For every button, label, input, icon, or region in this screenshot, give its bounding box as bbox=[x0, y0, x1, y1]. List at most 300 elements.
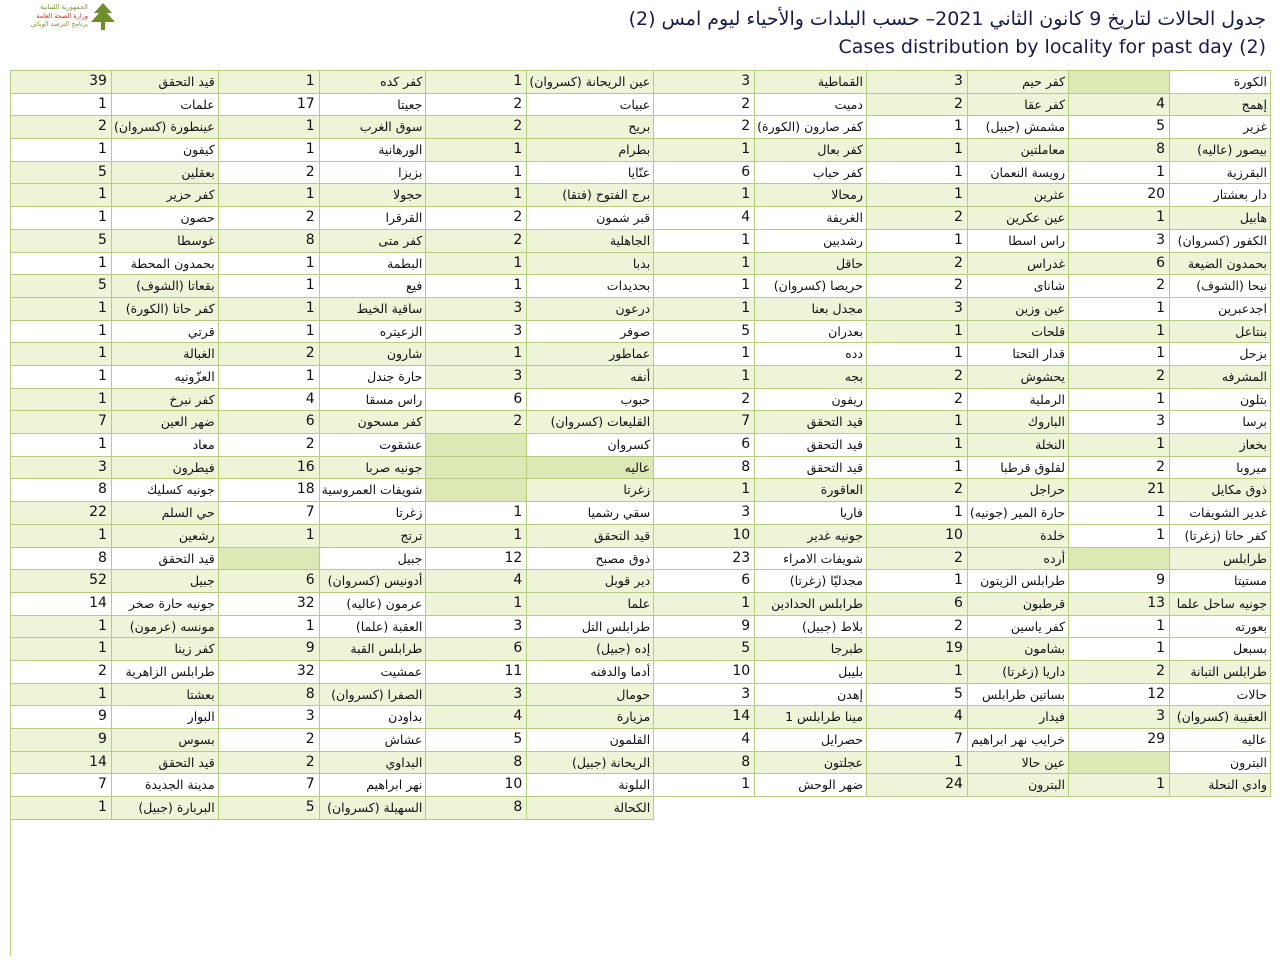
locality-name: العاقورة bbox=[755, 479, 867, 502]
case-count: 1 bbox=[654, 275, 755, 298]
case-count: 32 bbox=[219, 593, 320, 616]
locality-name: كفر مسحون bbox=[320, 411, 427, 434]
case-count bbox=[426, 434, 527, 457]
locality-name: عرمون (عاليه) bbox=[320, 593, 427, 616]
case-count: 14 bbox=[654, 706, 755, 729]
locality-name: معاد bbox=[112, 434, 219, 457]
case-count: 1 bbox=[654, 230, 755, 253]
locality-name: عمشيت bbox=[320, 661, 427, 684]
locality-name: حالات bbox=[1170, 684, 1271, 707]
case-count: 2 bbox=[426, 94, 527, 117]
locality-name: بسبعل bbox=[1170, 638, 1271, 661]
locality-name: كفر حاتا (زغرتا) bbox=[1170, 525, 1271, 548]
locality-name: بطرام bbox=[527, 139, 654, 162]
locality-name: كفر حاتا (الكورة) bbox=[112, 298, 219, 321]
case-count: 1 bbox=[867, 457, 968, 480]
case-count: 1 bbox=[11, 797, 112, 820]
case-count: 14 bbox=[11, 593, 112, 616]
locality-name: كسروان bbox=[527, 434, 654, 457]
locality-name: بيصور (عاليه) bbox=[1170, 139, 1271, 162]
locality-name: عشاش bbox=[320, 729, 427, 752]
locality-name: البربارة (جبيل) bbox=[112, 797, 219, 820]
case-count: 3 bbox=[867, 298, 968, 321]
case-count: 1 bbox=[867, 502, 968, 525]
locality-name: كفر حزير bbox=[112, 184, 219, 207]
case-count: 3 bbox=[426, 321, 527, 344]
case-count: 1 bbox=[1069, 434, 1170, 457]
case-count: 12 bbox=[426, 548, 527, 571]
locality-name: دار بعشتار bbox=[1170, 184, 1271, 207]
locality-name: زغرتا bbox=[527, 479, 654, 502]
case-count: 2 bbox=[867, 207, 968, 230]
locality-name: بساتين طرابلس bbox=[968, 684, 1069, 707]
case-count: 1 bbox=[426, 253, 527, 276]
case-count: 3 bbox=[219, 706, 320, 729]
case-count: 1 bbox=[867, 116, 968, 139]
case-count: 4 bbox=[219, 389, 320, 412]
case-count: 1 bbox=[1069, 525, 1170, 548]
case-count: 11 bbox=[426, 661, 527, 684]
case-count: 2 bbox=[1069, 661, 1170, 684]
case-count: 1 bbox=[654, 774, 755, 797]
locality-name: غدير الشويفات bbox=[1170, 502, 1271, 525]
locality-name: راس مسقا bbox=[320, 389, 427, 412]
locality-name: فيدار bbox=[968, 706, 1069, 729]
locality-name: بشامون bbox=[968, 638, 1069, 661]
locality-name: حي السلم bbox=[112, 502, 219, 525]
locality-name: يحشوش bbox=[968, 366, 1069, 389]
case-count: 2 bbox=[1069, 275, 1170, 298]
case-count: 10 bbox=[654, 525, 755, 548]
locality-name: بريح bbox=[527, 116, 654, 139]
locality-name: القليعات (كسروان) bbox=[527, 411, 654, 434]
case-count: 19 bbox=[867, 638, 968, 661]
case-count: 1 bbox=[654, 139, 755, 162]
locality-name: قلحات bbox=[968, 321, 1069, 344]
locality-name: عثرين bbox=[968, 184, 1069, 207]
case-count: 16 bbox=[219, 457, 320, 480]
locality-name: عين وزين bbox=[968, 298, 1069, 321]
locality-name: البطمة bbox=[320, 253, 427, 276]
locality-name: معاملتين bbox=[968, 139, 1069, 162]
case-count: 18 bbox=[219, 479, 320, 502]
case-count: 39 bbox=[11, 71, 112, 94]
locality-name: الريحانة (جبيل) bbox=[527, 752, 654, 775]
locality-name: بداودن bbox=[320, 706, 427, 729]
case-count: 1 bbox=[867, 230, 968, 253]
locality-name: غزير bbox=[1170, 116, 1271, 139]
case-count bbox=[426, 457, 527, 480]
case-count: 9 bbox=[219, 638, 320, 661]
locality-name: الزعيتره bbox=[320, 321, 427, 344]
case-count bbox=[1069, 548, 1170, 571]
locality-name: حاقل bbox=[755, 253, 867, 276]
case-count: 7 bbox=[11, 411, 112, 434]
cases-table bbox=[10, 70, 1271, 956]
locality-name: قيد التحقق bbox=[112, 752, 219, 775]
case-count: 4 bbox=[654, 207, 755, 230]
locality-name: كفر متى bbox=[320, 230, 427, 253]
case-count: 9 bbox=[1069, 570, 1170, 593]
case-count: 3 bbox=[426, 298, 527, 321]
case-count: 1 bbox=[219, 71, 320, 94]
locality-name: مجدليّا (زغرتا) bbox=[755, 570, 867, 593]
case-count: 1 bbox=[426, 275, 527, 298]
case-count: 1 bbox=[1069, 774, 1170, 797]
case-count: 1 bbox=[11, 207, 112, 230]
locality-name: طرابلس الحدادين bbox=[755, 593, 867, 616]
locality-name: بعورته bbox=[1170, 616, 1271, 639]
locality-name: وادي النحلة bbox=[1170, 774, 1271, 797]
locality-name: بحمدون المحطة bbox=[112, 253, 219, 276]
case-count: 3 bbox=[426, 366, 527, 389]
case-count: 7 bbox=[867, 729, 968, 752]
case-count: 2 bbox=[867, 366, 968, 389]
locality-name: غوسطا bbox=[112, 230, 219, 253]
case-count: 4 bbox=[426, 706, 527, 729]
locality-name: قيد التحقق bbox=[112, 548, 219, 571]
case-count: 1 bbox=[219, 184, 320, 207]
locality-name: حريصا (كسروان) bbox=[755, 275, 867, 298]
locality-name: إهمج bbox=[1170, 94, 1271, 117]
case-count: 2 bbox=[426, 411, 527, 434]
case-count bbox=[219, 548, 320, 571]
case-count: 2 bbox=[867, 548, 968, 571]
locality-name: أدونيس (كسروان) bbox=[320, 570, 427, 593]
case-count: 1 bbox=[219, 139, 320, 162]
case-count: 23 bbox=[654, 548, 755, 571]
case-count: 12 bbox=[1069, 684, 1170, 707]
case-count: 14 bbox=[11, 752, 112, 775]
case-count: 2 bbox=[654, 116, 755, 139]
case-count: 10 bbox=[867, 525, 968, 548]
case-count: 1 bbox=[654, 298, 755, 321]
locality-name: بحديدات bbox=[527, 275, 654, 298]
locality-name: عاليه bbox=[1170, 729, 1271, 752]
locality-name: اجدعبرين bbox=[1170, 298, 1271, 321]
case-count: 3 bbox=[426, 616, 527, 639]
case-count: 1 bbox=[11, 184, 112, 207]
case-count: 2 bbox=[219, 162, 320, 185]
locality-name: صوفر bbox=[527, 321, 654, 344]
page-title-arabic: جدول الحالات لتاريخ 9 كانون الثاني 2021– حسب البلدات والأحياء ليوم امس (2) bbox=[628, 8, 1266, 30]
case-count: 5 bbox=[219, 797, 320, 820]
locality-name: جونيه كسليك bbox=[112, 479, 219, 502]
case-count: 1 bbox=[1069, 321, 1170, 344]
case-count: 6 bbox=[426, 638, 527, 661]
case-count: 5 bbox=[11, 275, 112, 298]
locality-name: بزحل bbox=[1170, 343, 1271, 366]
locality-name: حصون bbox=[112, 207, 219, 230]
locality-name: دده bbox=[755, 343, 867, 366]
case-count: 9 bbox=[654, 616, 755, 639]
case-count: 1 bbox=[654, 253, 755, 276]
case-count: 1 bbox=[867, 411, 968, 434]
locality-name: خرايب نهر ابراهيم bbox=[968, 729, 1069, 752]
locality-name: مستيتا bbox=[1170, 570, 1271, 593]
case-count: 1 bbox=[219, 116, 320, 139]
case-count: 8 bbox=[654, 457, 755, 480]
case-count: 6 bbox=[1069, 253, 1170, 276]
case-count: 2 bbox=[1069, 366, 1170, 389]
case-count: 2 bbox=[426, 230, 527, 253]
locality-name: قيد التحقق bbox=[527, 525, 654, 548]
locality-name: هابيل bbox=[1170, 207, 1271, 230]
locality-name: كفر ياسين bbox=[968, 616, 1069, 639]
locality-name: عين الريحانة (كسروان) bbox=[527, 71, 654, 94]
locality-name: راس اسطا bbox=[968, 230, 1069, 253]
locality-name: داريا (زغرتا) bbox=[968, 661, 1069, 684]
locality-name: بقعاتا (الشوف) bbox=[112, 275, 219, 298]
case-count: 3 bbox=[654, 502, 755, 525]
case-count: 8 bbox=[426, 797, 527, 820]
locality-name: رويسة النعمان bbox=[968, 162, 1069, 185]
locality-name: بنتاعل bbox=[1170, 321, 1271, 344]
case-count bbox=[426, 479, 527, 502]
case-count: 2 bbox=[867, 616, 968, 639]
locality-name: طرابلس القبة bbox=[320, 638, 427, 661]
case-count: 2 bbox=[219, 434, 320, 457]
case-count: 8 bbox=[426, 752, 527, 775]
locality-name: السهيلة (كسروان) bbox=[320, 797, 427, 820]
locality-name: مدينة الجديدة bbox=[112, 774, 219, 797]
locality-name: بعدران bbox=[755, 321, 867, 344]
locality-name: عنّايا bbox=[527, 162, 654, 185]
case-count: 1 bbox=[867, 434, 968, 457]
case-count: 1 bbox=[1069, 502, 1170, 525]
case-count: 4 bbox=[1069, 94, 1170, 117]
locality-name: بحمدون الضيعة bbox=[1170, 253, 1271, 276]
locality-name: ريفون bbox=[755, 389, 867, 412]
locality-name: جبيل bbox=[112, 570, 219, 593]
case-count: 1 bbox=[1069, 343, 1170, 366]
case-count: 4 bbox=[867, 706, 968, 729]
locality-name: الجاهلية bbox=[527, 230, 654, 253]
locality-name: رشعين bbox=[112, 525, 219, 548]
case-count: 8 bbox=[11, 548, 112, 571]
case-count: 1 bbox=[219, 253, 320, 276]
locality-name: برج الفتوح (فتقا) bbox=[527, 184, 654, 207]
case-count: 52 bbox=[11, 570, 112, 593]
locality-name: نيحا (الشوف) bbox=[1170, 275, 1271, 298]
locality-name: قرطبون bbox=[968, 593, 1069, 616]
locality-name: البداوي bbox=[320, 752, 427, 775]
locality-name: ساقية الخيط bbox=[320, 298, 427, 321]
locality-name: جبيل bbox=[320, 548, 427, 571]
case-count: 6 bbox=[654, 162, 755, 185]
case-count: 21 bbox=[1069, 479, 1170, 502]
case-count: 9 bbox=[11, 706, 112, 729]
locality-name: الكورة bbox=[1170, 71, 1271, 94]
case-count: 1 bbox=[11, 638, 112, 661]
case-count: 5 bbox=[654, 321, 755, 344]
locality-name: ضهر الوحش bbox=[755, 774, 867, 797]
case-count: 1 bbox=[219, 525, 320, 548]
case-count: 13 bbox=[1069, 593, 1170, 616]
locality-name: شارون bbox=[320, 343, 427, 366]
locality-name: عبيات bbox=[527, 94, 654, 117]
case-count: 1 bbox=[219, 616, 320, 639]
locality-name: طرابلس الزيتون bbox=[968, 570, 1069, 593]
locality-name: ميروبا bbox=[1170, 457, 1271, 480]
case-count: 3 bbox=[1069, 411, 1170, 434]
locality-name: النخلة bbox=[968, 434, 1069, 457]
case-count: 2 bbox=[1069, 457, 1170, 480]
case-count: 1 bbox=[1069, 638, 1170, 661]
case-count: 2 bbox=[11, 116, 112, 139]
locality-name: كفر عقا bbox=[968, 94, 1069, 117]
case-count: 5 bbox=[867, 684, 968, 707]
case-count: 1 bbox=[1069, 616, 1170, 639]
case-count: 3 bbox=[867, 71, 968, 94]
case-count: 1 bbox=[11, 366, 112, 389]
locality-name: العزّونيه bbox=[112, 366, 219, 389]
locality-name: البقرزية bbox=[1170, 162, 1271, 185]
case-count: 1 bbox=[654, 343, 755, 366]
locality-name: بجه bbox=[755, 366, 867, 389]
case-count: 6 bbox=[654, 434, 755, 457]
locality-name: عين عكرين bbox=[968, 207, 1069, 230]
case-count: 1 bbox=[11, 684, 112, 707]
case-count: 1 bbox=[11, 616, 112, 639]
locality-name: قيد التحقق bbox=[755, 457, 867, 480]
locality-name: المشرفه bbox=[1170, 366, 1271, 389]
locality-name: البلونة bbox=[527, 774, 654, 797]
case-count: 1 bbox=[867, 184, 968, 207]
locality-name: عجلتون bbox=[755, 752, 867, 775]
case-count: 3 bbox=[654, 71, 755, 94]
case-count: 2 bbox=[219, 207, 320, 230]
locality-name: عشقوت bbox=[320, 434, 427, 457]
locality-name: بسوس bbox=[112, 729, 219, 752]
case-count: 3 bbox=[1069, 706, 1170, 729]
locality-name: فيطرون bbox=[112, 457, 219, 480]
locality-name: القماطية bbox=[755, 71, 867, 94]
locality-name: قبر شمون bbox=[527, 207, 654, 230]
locality-name: الرملية bbox=[968, 389, 1069, 412]
case-count: 2 bbox=[654, 389, 755, 412]
case-count: 1 bbox=[11, 389, 112, 412]
case-count: 3 bbox=[654, 684, 755, 707]
case-count: 1 bbox=[1069, 298, 1170, 321]
case-count: 4 bbox=[426, 570, 527, 593]
locality-name: جونيه صربا bbox=[320, 457, 427, 480]
case-count: 2 bbox=[219, 343, 320, 366]
case-count bbox=[1069, 71, 1170, 94]
locality-name: مشمش (جبيل) bbox=[968, 116, 1069, 139]
locality-name: البترون bbox=[968, 774, 1069, 797]
case-count: 8 bbox=[1069, 139, 1170, 162]
case-count: 1 bbox=[219, 366, 320, 389]
locality-name: برسا bbox=[1170, 411, 1271, 434]
case-count: 6 bbox=[867, 593, 968, 616]
case-count: 2 bbox=[867, 479, 968, 502]
case-count: 1 bbox=[426, 71, 527, 94]
locality-name: كيفون bbox=[112, 139, 219, 162]
case-count: 2 bbox=[867, 275, 968, 298]
locality-name: قرتي bbox=[112, 321, 219, 344]
case-count: 5 bbox=[426, 729, 527, 752]
locality-name: عينطورة (كسروان) bbox=[112, 116, 219, 139]
locality-name: شانای bbox=[968, 275, 1069, 298]
case-count: 1 bbox=[654, 184, 755, 207]
case-count: 1 bbox=[1069, 389, 1170, 412]
case-count: 1 bbox=[11, 343, 112, 366]
locality-name: الغبالة bbox=[112, 343, 219, 366]
locality-name: أرده bbox=[968, 548, 1069, 571]
case-count: 1 bbox=[654, 593, 755, 616]
case-count: 8 bbox=[219, 684, 320, 707]
case-count: 3 bbox=[11, 457, 112, 480]
locality-name: بعشتا bbox=[112, 684, 219, 707]
locality-name: خلدة bbox=[968, 525, 1069, 548]
locality-name: القلمون bbox=[527, 729, 654, 752]
case-count: 2 bbox=[219, 752, 320, 775]
locality-name: طرابلس التل bbox=[527, 616, 654, 639]
locality-name: بدبا bbox=[527, 253, 654, 276]
locality-name: علما bbox=[527, 593, 654, 616]
locality-name: إهدن bbox=[755, 684, 867, 707]
locality-name: قدار التحتا bbox=[968, 343, 1069, 366]
locality-name: بخعاز bbox=[1170, 434, 1271, 457]
locality-name: كفر كده bbox=[320, 71, 427, 94]
case-count: 6 bbox=[219, 570, 320, 593]
locality-name: عاليه bbox=[527, 457, 654, 480]
locality-name: حراجل bbox=[968, 479, 1069, 502]
locality-name: فاريا bbox=[755, 502, 867, 525]
locality-name: حبوب bbox=[527, 389, 654, 412]
locality-name: قيد التحقق bbox=[755, 411, 867, 434]
case-count: 1 bbox=[426, 184, 527, 207]
case-count: 1 bbox=[426, 502, 527, 525]
ministry-logo bbox=[8, 2, 118, 36]
case-count: 2 bbox=[867, 94, 968, 117]
locality-name: زغرتا bbox=[320, 502, 427, 525]
case-count: 29 bbox=[1069, 729, 1170, 752]
locality-name: بزيزا bbox=[320, 162, 427, 185]
locality-name: طرابلس bbox=[1170, 548, 1271, 571]
case-count: 1 bbox=[867, 162, 968, 185]
case-count: 24 bbox=[867, 774, 968, 797]
case-count: 1 bbox=[426, 139, 527, 162]
case-count: 8 bbox=[11, 479, 112, 502]
locality-name: علمات bbox=[112, 94, 219, 117]
case-count: 1 bbox=[867, 321, 968, 344]
locality-name: رمحالا bbox=[755, 184, 867, 207]
locality-name: البوار bbox=[112, 706, 219, 729]
locality-name: ذوق مصبح bbox=[527, 548, 654, 571]
locality-name: قيد التحقق bbox=[112, 71, 219, 94]
case-count: 1 bbox=[426, 593, 527, 616]
locality-name: عماطور bbox=[527, 343, 654, 366]
page-title-english: Cases distribution by locality for past day (2) bbox=[838, 36, 1266, 58]
locality-name: كفر صارون (الكورة) bbox=[755, 116, 867, 139]
locality-name: بعقلين bbox=[112, 162, 219, 185]
case-count: 22 bbox=[11, 502, 112, 525]
locality-name: جونيه ساحل علما bbox=[1170, 593, 1271, 616]
case-count: 6 bbox=[426, 389, 527, 412]
locality-name: كفر بعال bbox=[755, 139, 867, 162]
locality-name: أدما والدفنه bbox=[527, 661, 654, 684]
locality-name: بليبل bbox=[755, 661, 867, 684]
locality-name: غدراس bbox=[968, 253, 1069, 276]
case-count: 2 bbox=[219, 729, 320, 752]
locality-name: كفر حباب bbox=[755, 162, 867, 185]
case-count: 8 bbox=[654, 752, 755, 775]
case-count: 7 bbox=[11, 774, 112, 797]
locality-name: قيد التحقق bbox=[755, 434, 867, 457]
locality-name: الغريفة bbox=[755, 207, 867, 230]
